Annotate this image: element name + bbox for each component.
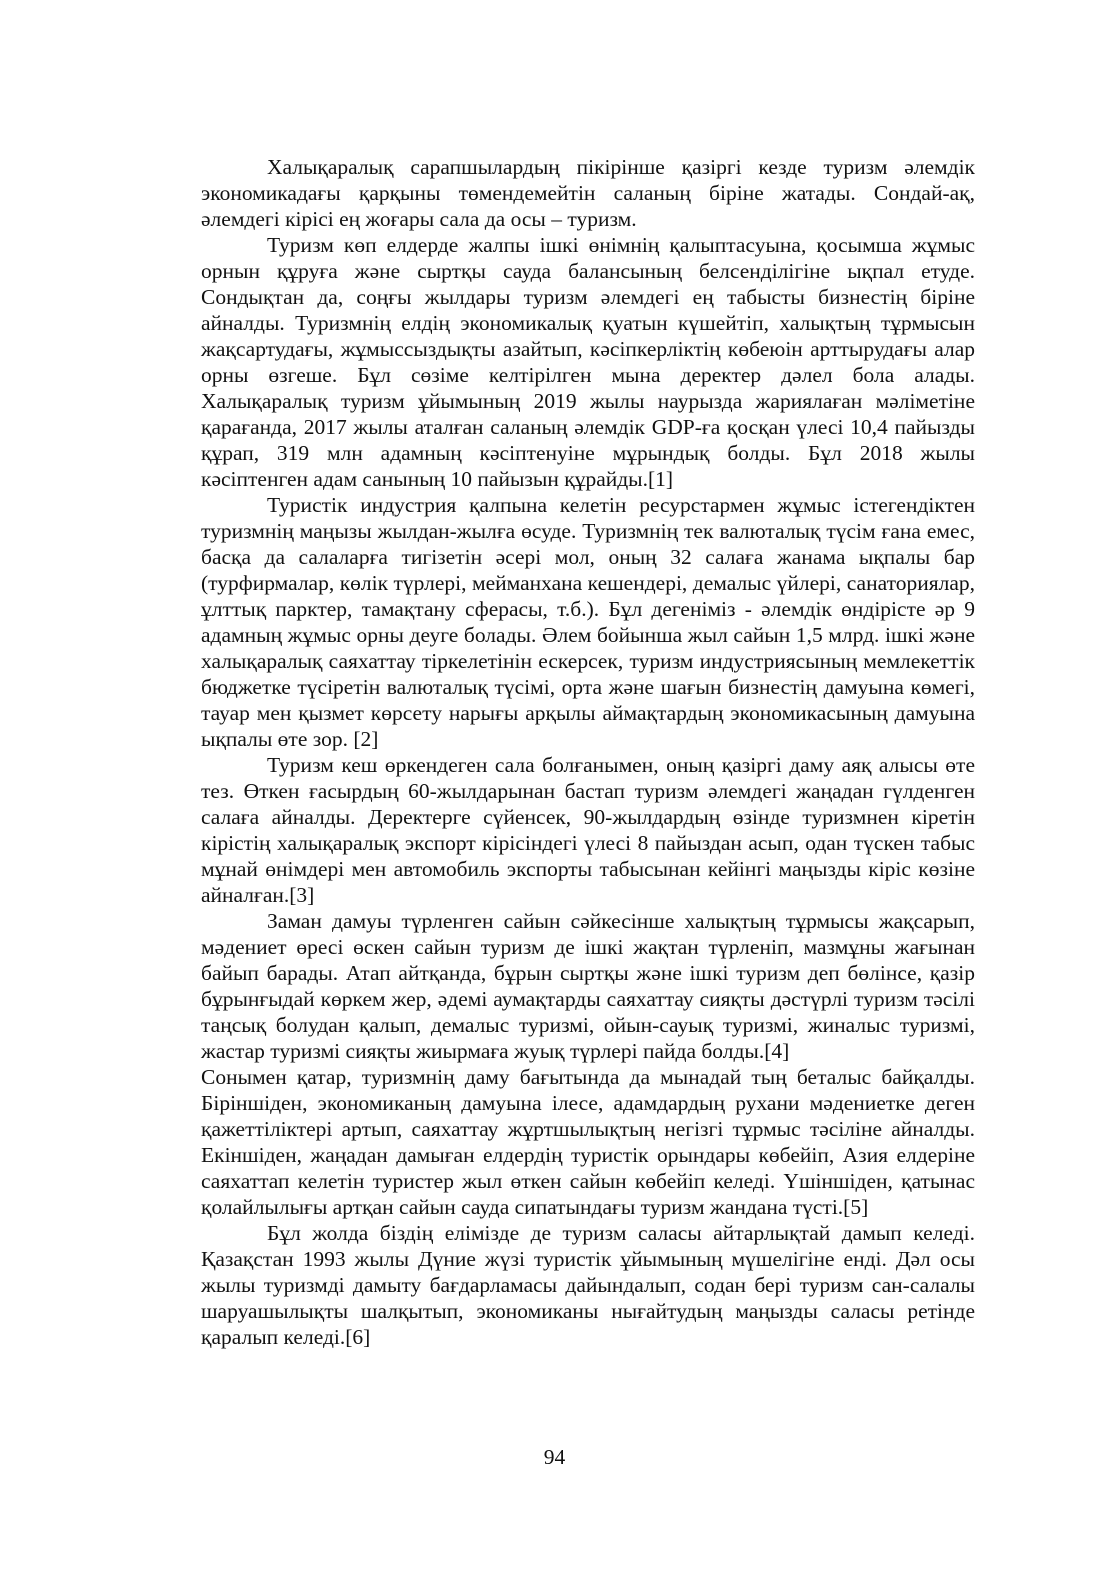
paragraph-3: Туристік индустрия қалпына келетін ресурстармен жұмыс істегендіктен туризмнің маңызы жылдан-жылға өсуде. Туризмнің тек валюталық түсім ғана емес, басқа да салаларға тигізетін әсері мол, оның 32 салаға жанама ықпалы бар (турфирмалар, көлік түрлері, мейманхана кешендері, демалыс үйлері, санаториялар, ұлттық парктер, тамақтану сферасы, т.б.). Бұл дегеніміз - әлемдік өндірісте әр 9 адамның жұмыс орны деуге болады. Әлем бойынша жыл сайын 1,5 млрд. ішкі және халықаралық саяхаттау тіркелетінін ескерсек, туризм индустриясының мемлекеттік бюджетке түсіретін валюталық түсімі, орта және шағын бизнестің дамуына көмегі, тауар мен қызмет көрсету нарығы арқылы аймақтардың экономикасының дамуына ықпалы өте зор. [2] bbox=[201, 493, 975, 751]
paragraph-7: Бұл жолда біздің елімізде де туризм саласы айтарлықтай дамып келеді. Қазақстан 1993 жылы Дүние жүзі туристік ұйымының мүшелігіне енді. Дәл осы жылы туризмді дамыту бағдарламасы дайындалып, содан бері туризм сан-салалы шаруашылықты шалқытып, экономиканы нығайтудың маңызды саласы ретінде қаралып келеді.[6] bbox=[201, 1221, 975, 1349]
paragraph-5: Заман дамуы түрленген сайын сәйкесінше халықтың тұрмысы жақсарып, мәдениет өресі өскен сайын туризм де ішкі жақтан түрленіп, мазмұны жағынан байып барады. Атап айтқанда, бұрын сыртқы және ішкі туризм деп бөлінсе, қазір бұрынғыдай көркем жер, әдемі аумақтарды саяхаттау сияқты дәстүрлі туризм тәсілі таңсық болудан қалып, демалыс туризмі, ойын-сауық туризмі, жиналыс туризмі, жастар туризмі сияқты жиырмаға жуық түрлері пайда болды.[4] bbox=[201, 909, 975, 1063]
page-number: 94 bbox=[543, 1445, 566, 1469]
paragraph-1: Халықаралық сарапшылардың пікірінше қазіргі кезде туризм әлемдік экономикадағы қарқыны төмендемейтін саланың біріне жатады. Сондай-ақ, әлемдегі кірісі ең жоғары сала да осы – туризм. bbox=[201, 155, 975, 231]
paragraph-4: Туризм кеш өркендеген сала болғанымен, оның қазіргі даму аяқ алысы өте тез. Өткен ғасырдың 60-жылдарынан бастап туризм әлемдегі жаңадан гүлденген салаға айналды. Деректерге сүйенсек, 90-жылдардың өзінде туризмнен кіретін кірістің халықаралық экспорт кірісіндегі үлесі 8 пайыздан асып, одан түскен табыс мұнай өнімдері мен автомобиль экспорты табысынан кейінгі маңызды кіріс көзіне айналған.[3] bbox=[201, 753, 975, 907]
paragraph-6: Сонымен қатар, туризмнің даму бағытында да мынадай тың беталыс байқалды. Біріншіден, экономиканың дамуына ілесе, адамдардың рухани мәдениетке деген қажеттіліктері артып, саяхаттау жұртшылықтың негізгі тұрмыс тәсіліне айналды. Екіншіден, жаңадан дамыған елдердің туристік орындары көбейіп, Азия елдеріне саяхаттап келетін туристер жыл өткен сайын көбейіп келеді. Үшіншіден, қатынас қолайлылығы артқан сайын сауда сипатындағы туризм жандана түсті.[5] bbox=[201, 1065, 975, 1219]
paragraph-2: Туризм көп елдерде жалпы ішкі өнімнің қалыптасуына, қосымша жұмыс орнын құруға және сыртқы сауда балансының белсенділігіне ықпал етуде. Сондықтан да, соңғы жылдары туризм әлемдегі ең табысты бизнестің біріне айналды. Туризмнің елдің экономикалық қуатын күшейтіп, халықтың тұрмысын жақсартудағы, жұмыссыздықты азайтып, кәсіпкерліктің көбеюін арттырудағы алар орны өзгеше. Бұл сөзіме келтірілген мына деректер дәлел бола алады. Халықаралық туризм ұйымының 2019 жылы наурызда жариялаған мәліметіне қарағанда, 2017 жылы аталған саланың әлемдік GDP-ға қосқан үлесі 10,4 пайызды құрап, 319 млн адамның кәсіптенуіне мұрындық болды. Бұл 2018 жылы кәсіптенген адам санының 10 пайызын құрайды.[1] bbox=[201, 233, 975, 491]
page-body bbox=[201, 154, 975, 1350]
